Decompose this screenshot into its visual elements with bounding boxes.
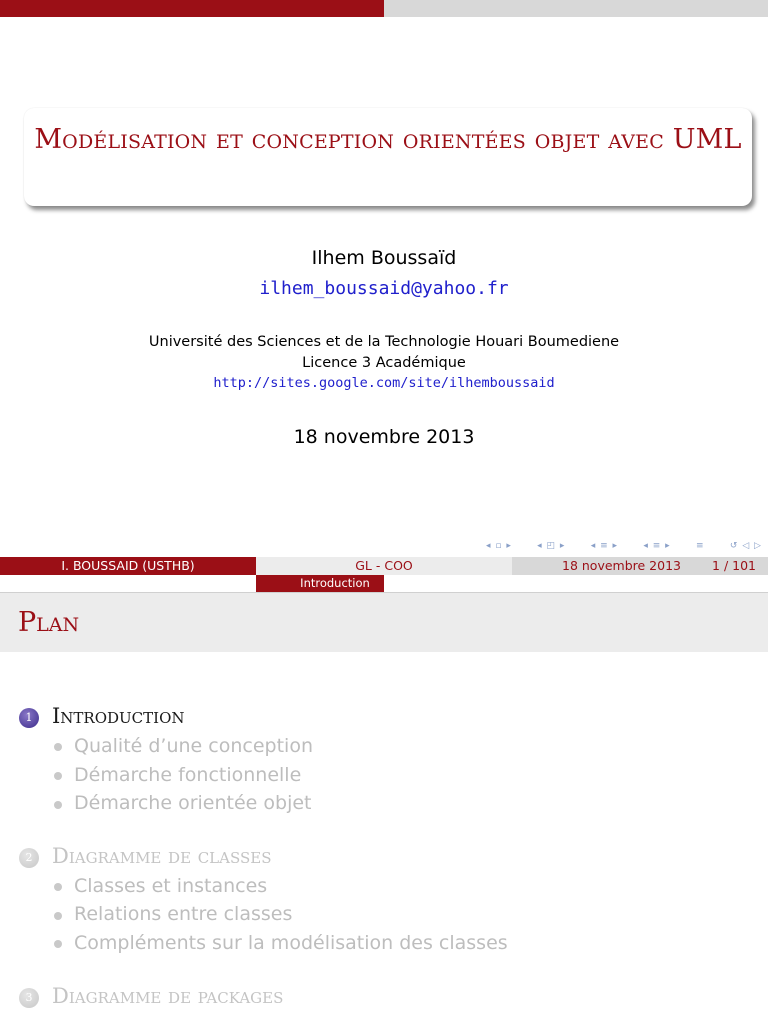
footer-date: 18 novembre 2013 — [562, 558, 681, 573]
subsection-item[interactable]: Démarche fonctionnelle — [74, 764, 302, 786]
subsection-item[interactable]: Qualité d’une conception — [74, 735, 313, 757]
subsection-item[interactable]: Relations entre classes — [74, 903, 293, 925]
footer-author: I. BOUSSAID (USTHB) — [0, 557, 256, 575]
section-title-3[interactable]: Diagramme de packages — [52, 984, 284, 1008]
header-progress-bar-left — [0, 0, 384, 17]
slide-title: Modélisation et conception orientées objet avec UML — [34, 124, 742, 155]
author-name: Ilhem Boussaïd — [311, 247, 457, 269]
bullet-icon — [54, 940, 62, 948]
footer-page-number: 1 / 101 — [712, 558, 756, 573]
bullet-icon — [54, 801, 62, 809]
author-email-link[interactable]: ilhem_boussaid@yahoo.fr — [259, 278, 509, 299]
section-number-3[interactable]: 3 — [19, 988, 39, 1008]
section-number-1[interactable]: 1 — [19, 708, 39, 728]
nav-section-icon[interactable]: ◂ ≡ ▸ — [590, 541, 619, 551]
section-title-1[interactable]: Introduction — [52, 704, 185, 728]
program-level: Licence 3 Académique — [302, 355, 466, 371]
website-link[interactable]: http://sites.google.com/site/ilhemboussaid — [213, 375, 555, 391]
bullet-icon — [54, 743, 62, 751]
presentation-date: 18 novembre 2013 — [293, 426, 475, 448]
subsection-item[interactable]: Compléments sur la modélisation des classes — [74, 932, 508, 954]
frame-title: Plan — [18, 607, 80, 638]
footer-right-panel — [512, 557, 768, 575]
university-name: Université des Sciences et de la Technologie Houari Boumediene — [148, 334, 620, 350]
subsection-item[interactable]: Démarche orientée objet — [74, 792, 312, 814]
section-number-2[interactable]: 2 — [19, 848, 39, 868]
bullet-icon — [54, 912, 62, 920]
nav-frame-icon[interactable]: ◂ ▫ ▸ — [486, 541, 512, 551]
nav-subsection-icon[interactable]: ◂ ◰ ▸ — [537, 541, 566, 551]
footer-course: GL - COO — [256, 557, 512, 575]
section-label[interactable]: Introduction — [300, 576, 370, 590]
beamer-navigation-bar — [486, 538, 762, 554]
subsection-item[interactable]: Classes et instances — [74, 875, 268, 897]
nav-search-icon[interactable]: ↺ ◁ ▷ — [729, 541, 762, 551]
header-progress-bar-right — [384, 0, 768, 17]
bullet-icon — [54, 883, 62, 891]
section-title-2[interactable]: Diagramme de classes — [52, 844, 272, 868]
bullet-icon — [54, 772, 62, 780]
nav-outline-icon[interactable]: ≡ — [696, 541, 705, 551]
frame-title-band — [0, 593, 768, 652]
nav-document-icon[interactable]: ◂ ≡ ▸ — [643, 541, 671, 551]
